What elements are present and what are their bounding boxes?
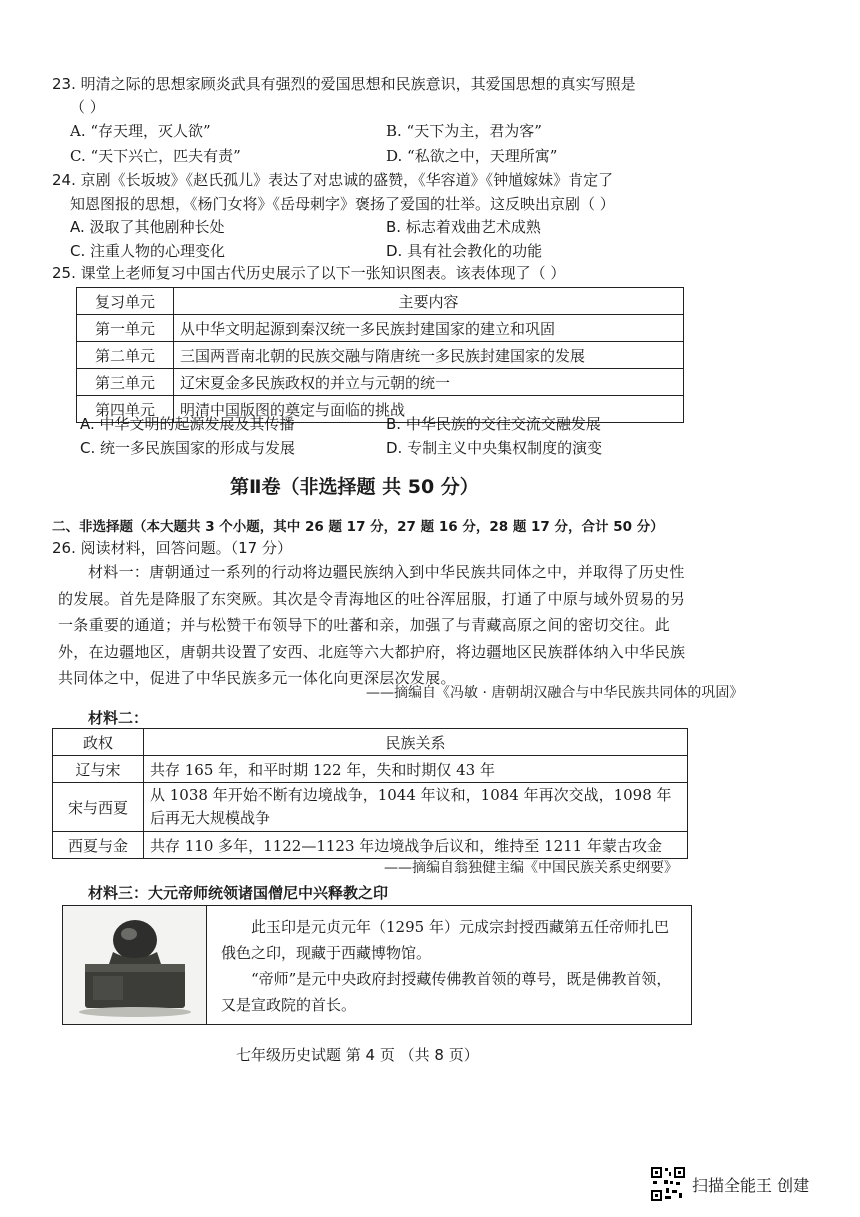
table-row xyxy=(53,783,688,832)
table-row xyxy=(77,342,684,369)
q24-option-b: B. 标志着戏曲艺术成熟 xyxy=(386,218,541,236)
q23-answer-paren: （ ） xyxy=(70,98,105,116)
table-cell: 辽宋夏金多民族政权的并立与元朝的统一 xyxy=(174,369,684,396)
qr-code-icon xyxy=(650,1166,686,1202)
table-cell: 第三单元 xyxy=(77,369,174,396)
table-header-cell: 民族关系 xyxy=(144,729,688,756)
q25-option-d: D. 专制主义中央集权制度的演变 xyxy=(386,439,603,457)
table-cell: 三国两晋南北朝的民族交融与隋唐统一多民族封建国家的发展 xyxy=(174,342,684,369)
q23-stem: 23. 明清之际的思想家顾炎武具有强烈的爱国思想和民族意识，其爱国思想的真实写照是 xyxy=(52,75,636,93)
table-header-cell: 政权 xyxy=(53,729,144,756)
material-one-citation: ——摘编自《冯敏 · 唐朝胡汉融合与中华民族共同体的巩固》 xyxy=(366,685,744,701)
table-cell: 第二单元 xyxy=(77,342,174,369)
q25-knowledge-table xyxy=(76,287,684,423)
q25-stem: 25. 课堂上老师复习中国古代历史展示了以下一张知识图表。该表体现了（ ） xyxy=(52,264,566,282)
q24-option-c: C. 注重人物的心理变化 xyxy=(70,242,226,260)
q24-stem-line2: 知恩图报的思想，《杨门女将》《岳母刺字》褒扬了爱国的壮举。这反映出京剧（ ） xyxy=(70,195,615,213)
table-cell: 共存 110 多年，1122—1123 年边境战争后议和，维持至 1211 年蒙古攻金 xyxy=(144,832,688,859)
q26-stem: 26. 阅读材料，回答问题。（17 分） xyxy=(52,539,292,557)
table-header-row xyxy=(53,729,688,756)
material-two-citation: ——摘编自翁独健主编《中国民族关系史纲要》 xyxy=(384,860,678,876)
table-cell: 辽与宋 xyxy=(53,756,144,783)
table-cell: 共存 165 年，和平时期 122 年，失和时期仅 43 年 xyxy=(144,756,688,783)
q25-option-b: B. 中华民族的交往交流交融发展 xyxy=(386,415,601,433)
q24-stem-line1: 24. 京剧《长坂坡》《赵氏孤儿》表达了对忠诚的盛赞，《华容道》《钟馗嫁妹》肯定了 xyxy=(52,171,614,189)
material-three-text-1: 此玉印是元贞元年（1295 年）元成宗封授西藏第五任帝师扎巴俄色之印，现藏于西藏博物馆。 xyxy=(221,918,669,962)
ethnic-relations-table xyxy=(52,728,688,859)
table-cell: 从中华文明起源到秦汉统一多民族封建国家的建立和巩固 xyxy=(174,315,684,342)
table-cell: 从 1038 年开始不断有边境战争，1044 年议和，1084 年再次交战，1098 年后再无大规模战争 xyxy=(144,783,688,832)
table-row xyxy=(53,832,688,859)
material-one-text: 材料一：唐朝通过一系列的行动将边疆民族纳入到中华民族共同体之中，并取得了历史性的发展。首先是降服了东突厥。其次是令青海地区的吐谷浑屈服，打通了中原与域外贸易的另一条重要的通道；并与松赞干布领导下的吐蕃和亲，加强了与青藏高原之间的密切交往。此外，在边疆地区，唐朝共设置了安西、北庭等六大都护府，将边疆地区民族群体纳入中华民族共同体之中，促进了中华民族多元一体化向更深层次发展。 xyxy=(58,563,686,687)
q25-option-a: A. 中华文明的起源发展及其传播 xyxy=(80,415,295,433)
q23-option-c: C. “天下兴亡，匹夫有责” xyxy=(70,147,241,165)
table-cell: 第四单元 xyxy=(77,396,174,423)
q24-option-a: A. 汲取了其他剧种长处 xyxy=(70,218,225,236)
table-cell: 明清中国版图的奠定与面临的挑战 xyxy=(174,396,684,423)
q23-option-d: D. “私欲之中，天理所寓” xyxy=(386,147,558,165)
page-footer: 七年级历史试题 第 4 页 （共 8 页） xyxy=(236,1046,479,1064)
table-cell: 西夏与金 xyxy=(53,832,144,859)
table-header-row xyxy=(77,288,684,315)
material-three-box xyxy=(62,905,692,1025)
table-cell: 第一单元 xyxy=(77,315,174,342)
table-cell: 宋与西夏 xyxy=(53,783,144,832)
material-three-text-2: “帝师”是元中央政府封授藏传佛教首领的尊号，既是佛教首领，又是宣政院的首长。 xyxy=(221,970,672,1014)
table-row xyxy=(53,756,688,783)
table-header-cell: 复习单元 xyxy=(77,288,174,315)
q23-option-b: B. “天下为主，君为客” xyxy=(386,122,542,140)
q23-option-a: A. “存天理，灭人欲” xyxy=(70,122,211,140)
q24-option-d: D. 具有社会教化的功能 xyxy=(386,242,543,260)
scanner-watermark: 扫描全能王 创建 xyxy=(692,1176,810,1195)
section-title: 第Ⅱ卷（非选择题 共 50 分） xyxy=(230,476,479,498)
q25-option-c: C. 统一多民族国家的形成与发展 xyxy=(80,439,296,457)
table-row xyxy=(77,369,684,396)
material-two-label: 材料二： xyxy=(88,709,149,727)
material-three-label: 材料三：大元帝师统领诸国僧尼中兴释教之印 xyxy=(88,884,389,902)
jade-seal-image xyxy=(63,906,207,1024)
table-header-cell: 主要内容 xyxy=(174,288,684,315)
table-row xyxy=(77,315,684,342)
section-instruction: 二、非选择题（本大题共 3 个小题，其中 26 题 17 分，27 题 16 分，28 题 17 分，合计 50 分） xyxy=(52,519,664,535)
